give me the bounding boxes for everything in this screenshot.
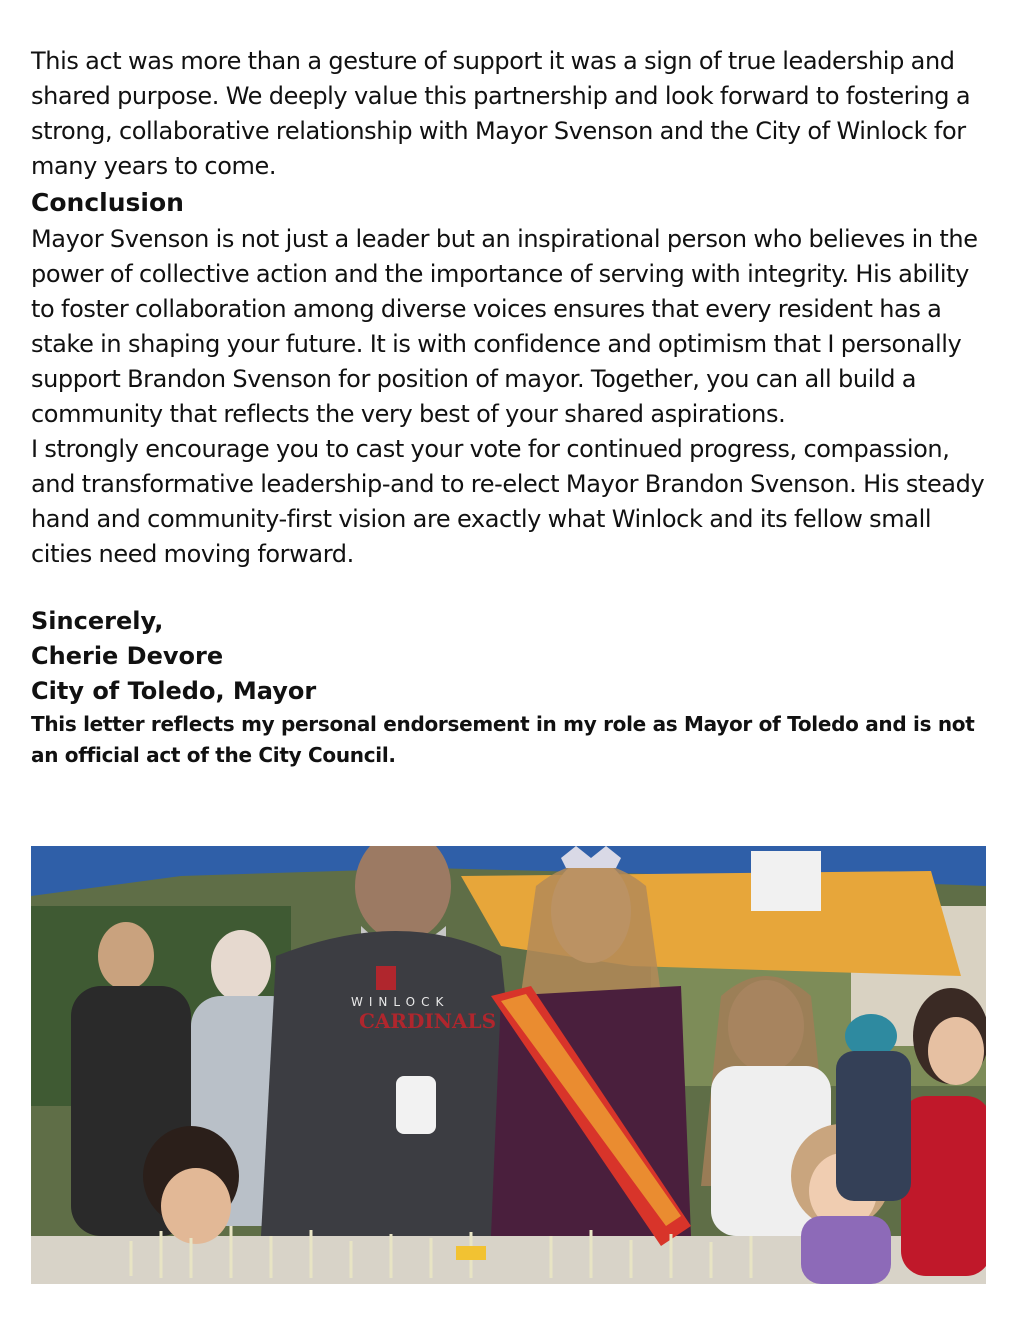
disclaimer-note: This letter reflects my personal endorsement in my role as Mayor of Toledo and is not an official act of the City Council.	[31, 712, 975, 767]
conclusion-heading: Conclusion	[31, 188, 184, 217]
sweatshirt-text: WINLOCK	[351, 995, 450, 1009]
signature-closing: Sincerely,	[31, 607, 164, 635]
signature-title: City of Toledo, Mayor	[31, 677, 317, 705]
letter-body	[31, 44, 991, 771]
conclusion-paragraph-2: I strongly encourage you to cast your vote for continued progress, compassion, and transformative leadership-and to re-elect Mayor Brandon Svenson. His steady hand and community-first vision are exactly what Winlock and its fellow small cities need moving forward.	[31, 435, 985, 568]
spacer	[31, 572, 991, 604]
svg-text:CARDINALS: CARDINALS	[359, 1009, 497, 1033]
signature-name: Cherie Devore	[31, 642, 224, 670]
conclusion-paragraph-1: Mayor Svenson is not just a leader but an inspirational person who believes in the power of collective action and the importance of serving with integrity. His ability to foster collaboration among diverse voices ensures that every resident has a stake in shaping your future. It is with confidence and optimism that I personally support Brandon Svenson for position of mayor. Together, you can all build a community that reflects the very best of your shared aspirations.	[31, 225, 978, 428]
intro-paragraph: This act was more than a gesture of support it was a sign of true leadership and shared purpose. We deeply value this partnership and look forward to fostering a strong, collaborative relationship with Mayor Svenson and the City of Winlock for many years to come.	[31, 47, 971, 180]
community-event-photo	[31, 846, 986, 1284]
